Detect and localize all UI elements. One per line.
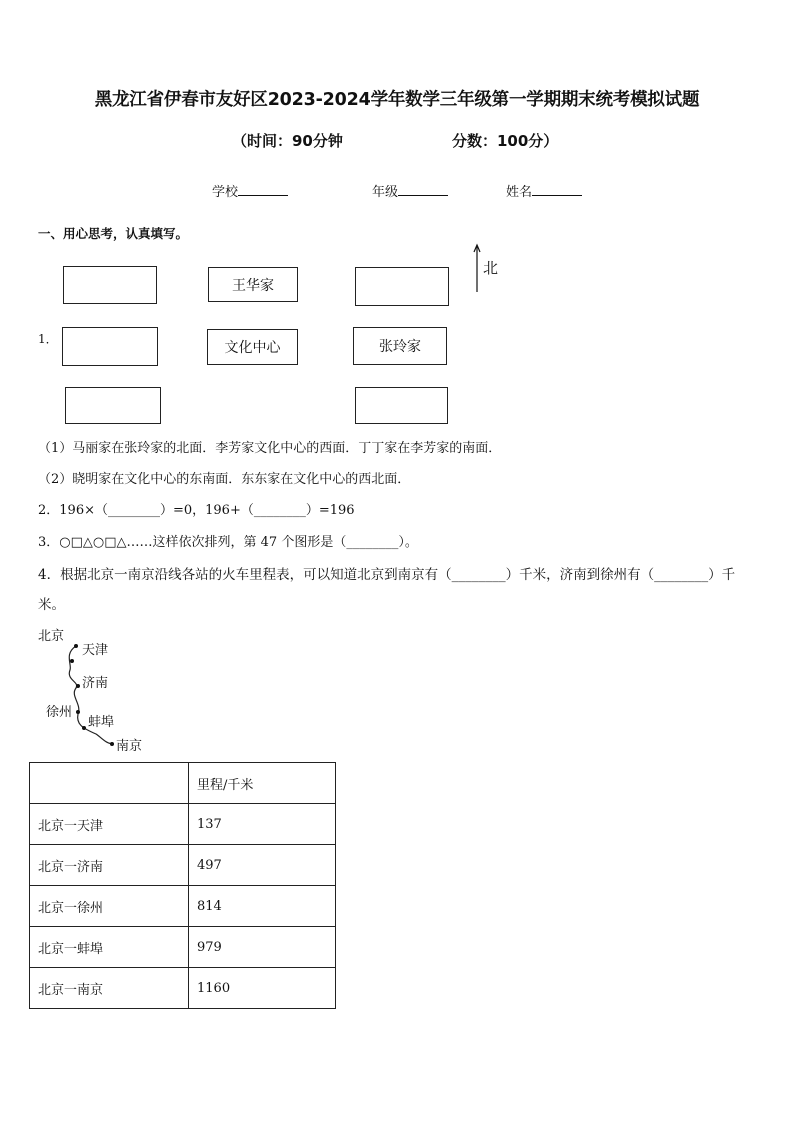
station-jinan: 济南 [82, 676, 109, 691]
box-zhangling: 张玲家 [353, 327, 447, 365]
station-dot-nanjing [110, 742, 114, 746]
route-cell: 北京一济南 [30, 845, 189, 886]
grade-field [372, 181, 448, 200]
table-row [30, 968, 336, 1009]
north-label: 北 [483, 259, 499, 277]
box-culture-center: 文化中心 [207, 329, 298, 365]
distance-cell: 137 [189, 804, 336, 845]
exam-time: （时间：90分钟 [232, 132, 343, 150]
name-label: 姓名 [506, 185, 533, 200]
name-field [506, 181, 582, 200]
table-header-cell [30, 763, 189, 804]
table-row [30, 845, 336, 886]
table-header-cell: 里程/千米 [189, 763, 336, 804]
table-row [30, 804, 336, 845]
grade-blank[interactable] [398, 183, 448, 196]
blank-box-west[interactable] [62, 327, 158, 366]
route-cell: 北京一徐州 [30, 886, 189, 927]
station-dot-jinan [76, 684, 80, 688]
blank-box-northwest[interactable] [63, 266, 157, 304]
exam-score: 分数：100分） [452, 132, 559, 150]
station-nanjing: 南京 [116, 739, 143, 754]
blank-box-southwest[interactable] [65, 387, 161, 424]
question-3: 3．○□△○□△……这样依次排列，第 47 个图形是（________）。 [38, 535, 418, 550]
distance-cell: 1160 [189, 968, 336, 1009]
school-label: 学校 [212, 185, 239, 200]
station-dot-tianjin [70, 659, 74, 663]
school-field [212, 181, 288, 200]
distance-cell: 979 [189, 927, 336, 968]
route-cell: 北京一天津 [30, 804, 189, 845]
table-header-row [30, 763, 336, 804]
question-4-line-2: 米。 [38, 597, 65, 613]
station-tianjin: 天津 [82, 643, 109, 658]
question-1-part-1: （1）马丽家在张玲家的北面．李芳家文化中心的西面．丁丁家在李芳家的南面． [38, 441, 502, 456]
distance-cell: 497 [189, 845, 336, 886]
page-title: 黑龙江省伊春市友好区2023-2024学年数学三年级第一学期期末统考模拟试题 [94, 90, 700, 110]
station-dot-bengbu [82, 726, 86, 730]
blank-box-southeast[interactable] [355, 387, 448, 424]
station-dot-beijing [74, 644, 78, 648]
railway-route-map [34, 624, 164, 758]
station-dot-xuzhou [76, 710, 80, 714]
question-4-line-1: 4．根据北京一南京沿线各站的火车里程表，可以知道北京到南京有（________）千米，济南到徐州有（________）千 [38, 567, 736, 583]
box-wanghua: 王华家 [208, 267, 298, 302]
name-blank[interactable] [532, 183, 582, 196]
station-bengbu: 蚌埠 [88, 715, 115, 730]
blank-box-northeast[interactable] [355, 267, 449, 306]
station-xuzhou: 徐州 [46, 705, 73, 720]
station-beijing: 北京 [38, 629, 65, 644]
route-cell: 北京一蚌埠 [30, 927, 189, 968]
distance-cell: 814 [189, 886, 336, 927]
route-cell: 北京一南京 [30, 968, 189, 1009]
school-blank[interactable] [238, 183, 288, 196]
distance-table [29, 762, 336, 1009]
question-2: 2．196×（________）=0，196+（________）=196 [38, 503, 355, 518]
grade-label: 年级 [372, 185, 399, 200]
section-title: 一、用心思考，认真填写。 [38, 226, 189, 241]
table-row [30, 927, 336, 968]
question-1-part-2: （2）晓明家在文化中心的东南面．东东家在文化中心的西北面． [38, 472, 411, 487]
question-1-number: 1． [38, 332, 58, 346]
table-row [30, 886, 336, 927]
